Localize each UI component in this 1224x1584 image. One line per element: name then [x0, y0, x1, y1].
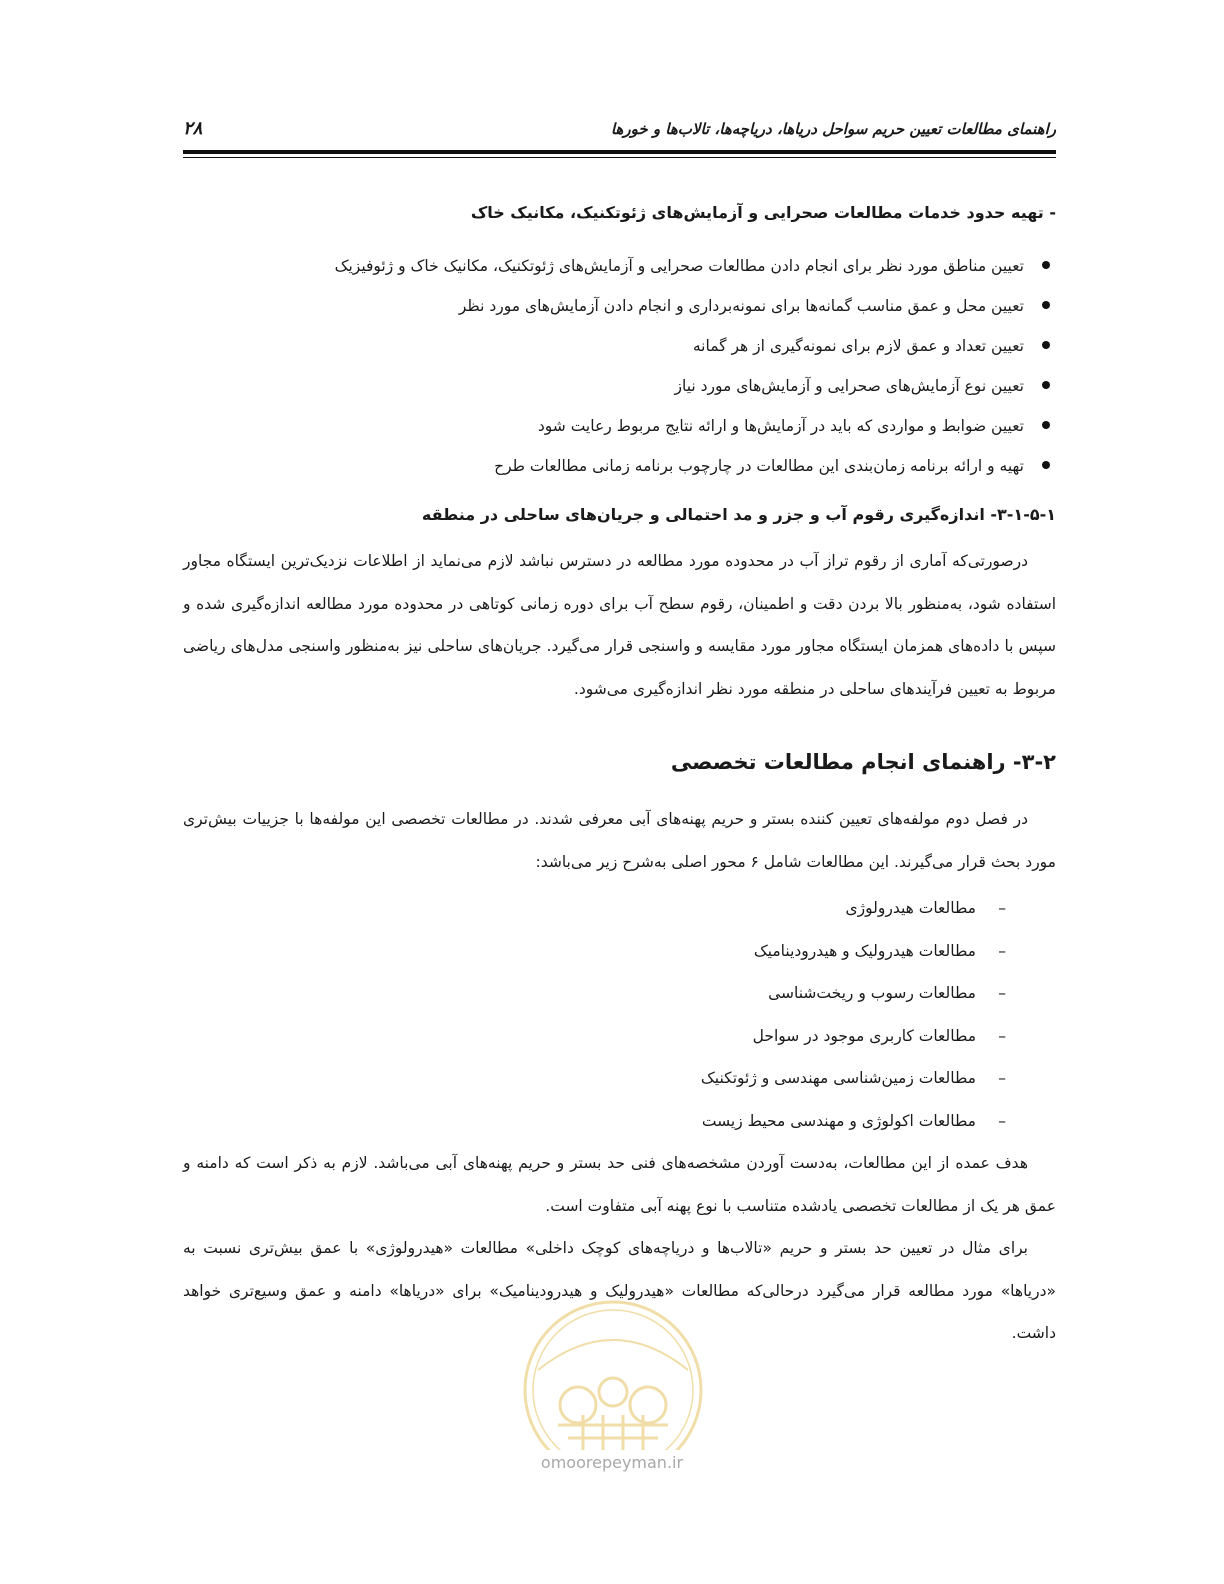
page-number: ۲۸ — [183, 118, 203, 139]
bullet-icon — [1042, 261, 1050, 269]
list-item — [183, 246, 1024, 286]
bullet-icon — [1042, 341, 1050, 349]
geotech-heading: - تهیه حدود خدمات مطالعات صحرایی و آزمایش‌های ژئوتکنیک، مکانیک خاک — [470, 203, 1056, 222]
list-item-text: مطالعات هیدرولوژی — [845, 899, 976, 917]
list-item-text: مطالعات رسوب و ریخت‌شناسی — [768, 984, 976, 1002]
list-item — [183, 887, 1006, 930]
list-item — [183, 1100, 1006, 1143]
bullet-icon — [1042, 381, 1050, 389]
header-rule-thick — [183, 150, 1056, 154]
list-item-text: مطالعات اکولوژی و مهندسی محیط زیست — [701, 1111, 976, 1130]
studies-list — [183, 887, 1056, 1142]
list-item-text: تعیین تعداد و عمق لازم برای نمونه‌گیری از هر گمانه — [692, 337, 1024, 355]
dash-mark: – — [998, 899, 1006, 917]
list-item-text: تهیه و ارائه برنامه زمان‌بندی این مطالعات در چارچوب برنامه زمانی مطالعات طرح — [494, 457, 1024, 475]
specialized-studies-intro: در فصل دوم مولفه‌های تعیین کننده بستر و حریم پهنه‌های آبی معرفی شدند. در مطالعات تخصصی این مولفه‌ها با جزییات بیش‌تری مورد بحث قرار می‌گیرند. این مطالعات شامل ۶ محور اصلی به‌شرح زیر می‌باشد: — [183, 810, 1056, 871]
list-item-text: مطالعات هیدرولیک و هیدرودینامیک — [753, 941, 976, 960]
list-item-text: تعیین محل و عمق مناسب گمانه‌ها برای نمونه‌برداری و انجام دادن آزمایش‌های مورد نظر — [458, 297, 1024, 315]
bullet-icon — [1042, 301, 1050, 309]
list-item — [183, 446, 1024, 486]
example-paragraph: برای مثال در تعیین حد بستر و حریم «تالاب‌ها و دریاچه‌های کوچک داخلی» مطالعات «هیدرولوژی» با عمق بیش‌تری نسبت به «دریاها» مورد مطالعه قرار می‌گیرد درحالی‌که مطالعات «هیدرولیک و هیدرودینامیک» برای «دریاها» دامنه و عمق وسیع‌تری خواهد داشت. — [183, 1239, 1056, 1342]
list-item-text: تعیین ضوابط و مواردی که باید در آزمایش‌ها و ارائه نتایج مربوط رعایت شود — [537, 417, 1024, 435]
list-item — [183, 972, 1006, 1015]
list-item — [183, 286, 1024, 326]
bullet-icon — [1042, 461, 1050, 469]
bullet-icon — [1042, 421, 1050, 429]
page-body — [183, 198, 1056, 1355]
section-3-1-5-1-heading: ۳-۱-۵-۱- اندازه‌گیری رقوم آب و جزر و مد احتمالی و جریان‌های ساحلی در منطقه — [421, 505, 1056, 524]
watermark-text: omoorepeyman.ir — [540, 1453, 684, 1472]
list-item — [183, 1057, 1006, 1100]
dash-mark: – — [998, 1026, 1006, 1045]
water-level-paragraph: درصورتی‌که آماری از رقوم تراز آب در محدوده مورد مطالعه در دسترس نباشد لازم می‌نماید از اطلاعات نزدیک‌ترین ایستگاه مجاور استفاده شود، به‌منظور بالا بردن دقت و اطمینان، رقوم سطح آب برای دوره زمانی کوتاهی در محدوده مورد مطالعه اندازه‌گیری شده و سپس با داده‌های همزمان ایستگاه مجاور مورد مقایسه و واسنجی قرار می‌گیرد. جریان‌های ساحلی نیز به‌منظور واسنجی مدل‌های ریاضی مربوط به تعیین فرآیندهای ساحلی در منطقه مورد نظر اندازه‌گیری می‌شود. — [183, 552, 1056, 698]
list-item — [183, 406, 1024, 446]
list-item — [183, 930, 1006, 973]
goal-paragraph: هدف عمده از این مطالعات، به‌دست آوردن مشخصه‌های فنی حد بستر و حریم پهنه‌های آبی می‌باشد. لازم به ذکر است که دامنه و عمق هر یک از مطالعات تخصصی یادشده متناسب با نوع پهنه آبی متفاوت است. — [183, 1154, 1056, 1215]
list-item-text: مطالعات زمین‌شناسی مهندسی و ژئوتکنیک — [700, 1069, 976, 1087]
dash-mark: – — [998, 984, 1006, 1002]
list-item-text: مطالعات کاربری موجود در سواحل — [752, 1026, 976, 1045]
list-item-text: تعیین نوع آزمایش‌های صحرایی و آزمایش‌های مورد نیاز — [674, 377, 1024, 395]
dash-mark: – — [998, 1069, 1006, 1087]
running-title: راهنمای مطالعات تعیین حریم سواحل دریاها، دریاچه‌ها، تالاب‌ها و خورها — [610, 120, 1056, 138]
dash-mark: – — [998, 941, 1006, 960]
geotech-bullet-list — [183, 246, 1056, 486]
list-item — [183, 326, 1024, 366]
list-item-text: تعیین مناطق مورد نظر برای انجام دادن مطالعات صحرایی و آزمایش‌های ژئوتکنیک، مکانیک خاک و ژئوفیزیک — [334, 257, 1024, 275]
dash-mark: – — [998, 1111, 1006, 1130]
list-item — [183, 366, 1024, 406]
header-rule-thin — [183, 157, 1056, 158]
list-item — [183, 1015, 1006, 1058]
section-3-2-heading: ۳-۲- راهنمای انجام مطالعات تخصصی — [670, 750, 1056, 774]
